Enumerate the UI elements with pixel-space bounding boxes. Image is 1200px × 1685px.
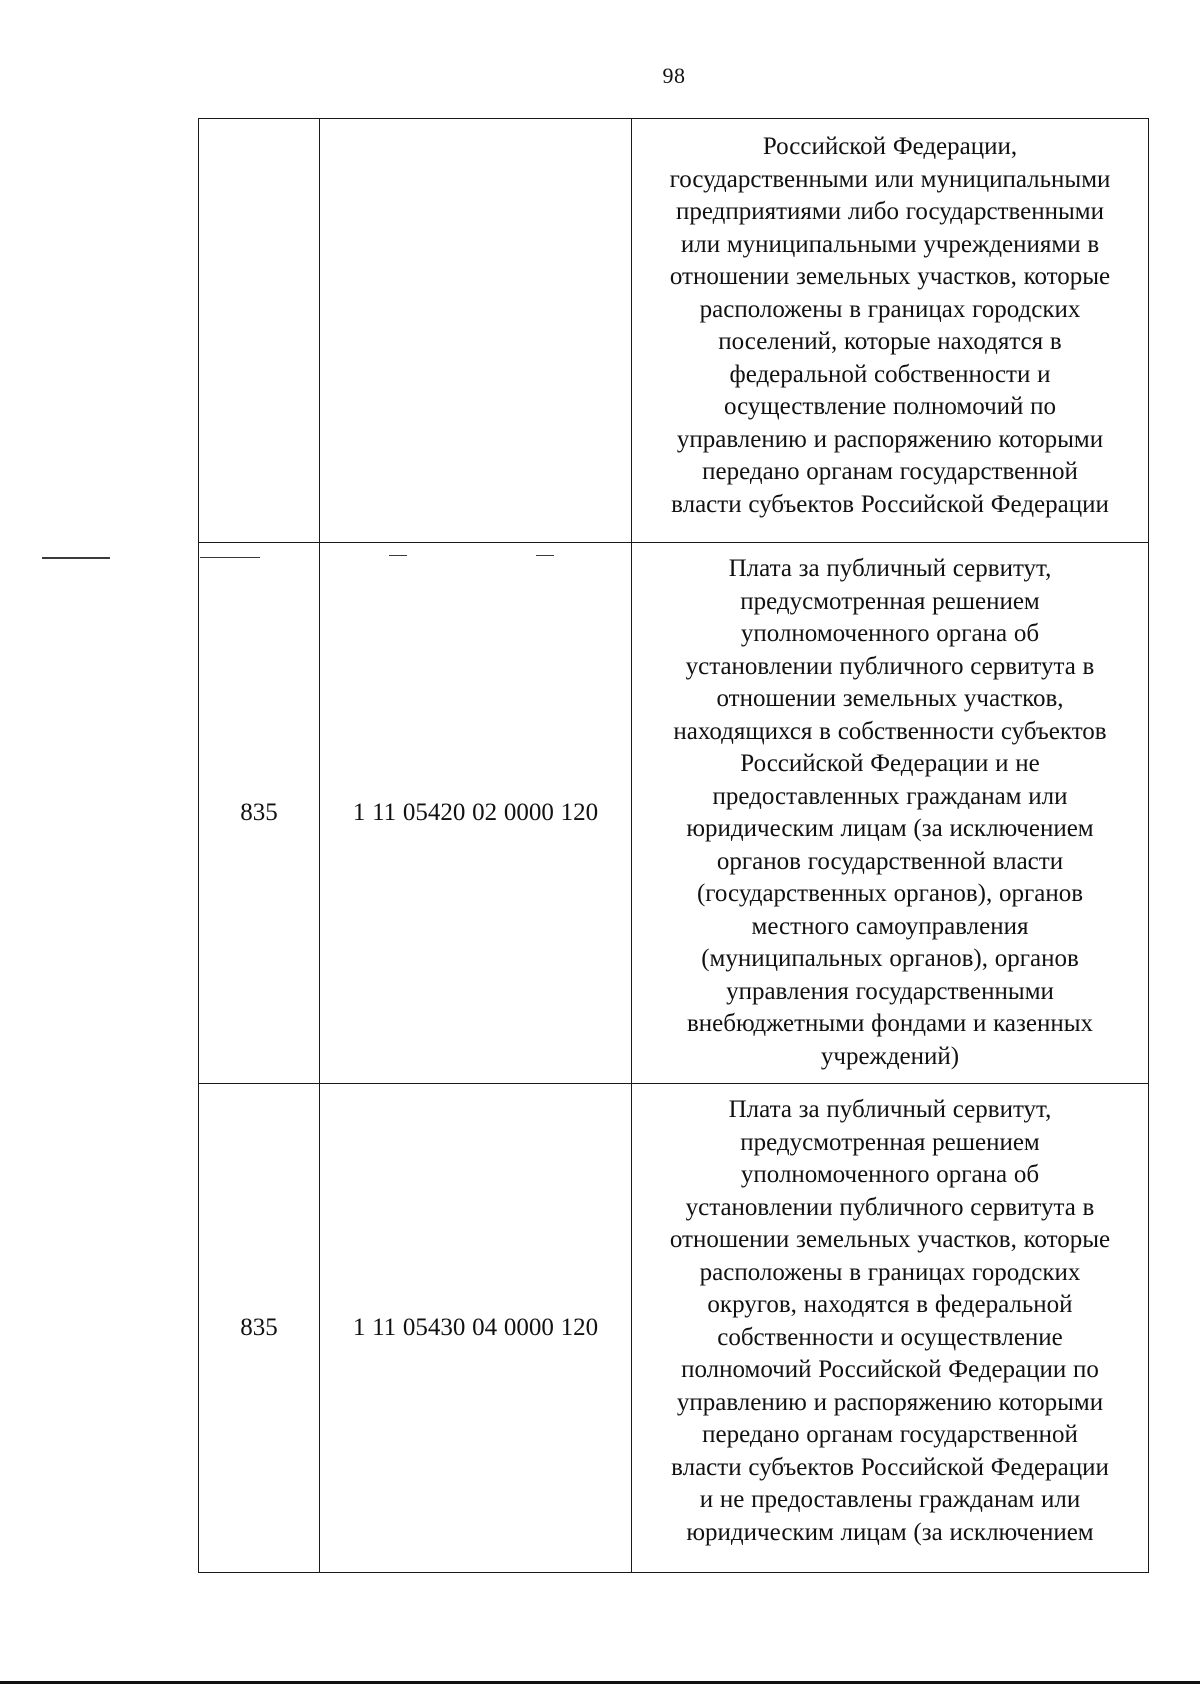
description-line: осуществление полномочий по — [723, 393, 1057, 420]
description-line: и не предоставлены гражданам или — [699, 1486, 1081, 1513]
description-line: передано органам государственной — [702, 1421, 1078, 1448]
bottom-scan-edge — [0, 1681, 1200, 1684]
table-row — [199, 119, 1149, 543]
description-line: отношении земельных участков, которые — [669, 1226, 1111, 1253]
description-line: уполномоченного органа об — [740, 620, 1040, 647]
scan-mark — [200, 557, 260, 558]
description-cell — [632, 1084, 1149, 1573]
description-line: Российской Федерации и не — [740, 750, 1040, 777]
budget-code-table — [198, 118, 1149, 1573]
description-line: отношении земельных участков, — [716, 685, 1064, 712]
description-line: органов государственной власти — [716, 847, 1064, 875]
page-number: 98 — [662, 63, 686, 88]
description-line: предусмотренная решением — [740, 587, 1040, 615]
description-line: управлению и распоряжению которыми — [676, 1388, 1104, 1416]
description-line: установлении публичного сервитута в — [685, 652, 1095, 680]
description-cell — [632, 119, 1149, 543]
description-line: отношении земельных участков, которые — [669, 263, 1111, 290]
description-line: Плата за публичный сервитут, — [728, 1096, 1052, 1123]
admin-code-cell: 835 — [199, 543, 320, 1084]
description-line: находящихся в собственности субъектов — [673, 717, 1107, 745]
description-line: предусмотренная решением — [740, 1128, 1040, 1156]
description-line: собственности и осуществление — [717, 1323, 1063, 1351]
description-line: Плата за публичный сервитут, — [728, 555, 1052, 582]
table-row — [199, 1084, 1149, 1573]
description-line: федеральной собственности и — [729, 360, 1051, 388]
description-line: местного самоуправления — [751, 912, 1029, 940]
description-line: управления государственными — [726, 977, 1054, 1005]
description-line: управлению и распоряжению которыми — [676, 425, 1104, 453]
kbk-code-cell: 1 11 05420 02 0000 120 — [320, 543, 632, 1084]
description-line: или муниципальными учреждениями в — [680, 230, 1100, 258]
description-cell — [632, 543, 1149, 1084]
description-line: передано органам государственной — [702, 458, 1078, 485]
description-line: власти субъектов Российской Федерации — [671, 490, 1109, 518]
description-line: юридическим лицам (за исключением — [686, 1518, 1094, 1546]
scan-mark — [536, 555, 554, 556]
description-line: (государственных органов), органов — [696, 880, 1084, 907]
description-line: округов, находятся в федеральной — [707, 1291, 1073, 1318]
admin-code-cell: 835 — [199, 1084, 320, 1573]
description-line: государственными или муниципальными — [669, 165, 1111, 193]
description-line: внебюджетными фондами и казенных — [686, 1010, 1094, 1037]
table-row — [199, 543, 1149, 1084]
description-line: предоставленных гражданам или — [712, 782, 1068, 810]
description-line: расположены в границах городских — [699, 1258, 1081, 1286]
scan-mark — [42, 557, 110, 559]
description-line: юридическим лицам (за исключением — [686, 815, 1094, 842]
description-line: расположены в границах городских — [699, 295, 1081, 323]
description-line: Российской Федерации, — [762, 133, 1018, 160]
description-line: учреждений) — [820, 1042, 960, 1070]
scan-mark — [389, 555, 407, 556]
description-line: (муниципальных органов), органов — [701, 945, 1079, 972]
description-line: уполномоченного органа об — [740, 1161, 1040, 1188]
kbk-code-cell: 1 11 05430 04 0000 120 — [320, 1084, 632, 1573]
description-line: полномочий Российской Федерации по — [681, 1356, 1099, 1383]
description-line: установлении публичного сервитута в — [685, 1193, 1095, 1221]
kbk-code-cell — [320, 119, 632, 543]
admin-code-cell — [199, 119, 320, 543]
description-line: предприятиями либо государственными — [676, 198, 1104, 225]
description-line: власти субъектов Российской Федерации — [671, 1453, 1109, 1481]
description-line: поселений, которые находятся в — [718, 328, 1062, 355]
